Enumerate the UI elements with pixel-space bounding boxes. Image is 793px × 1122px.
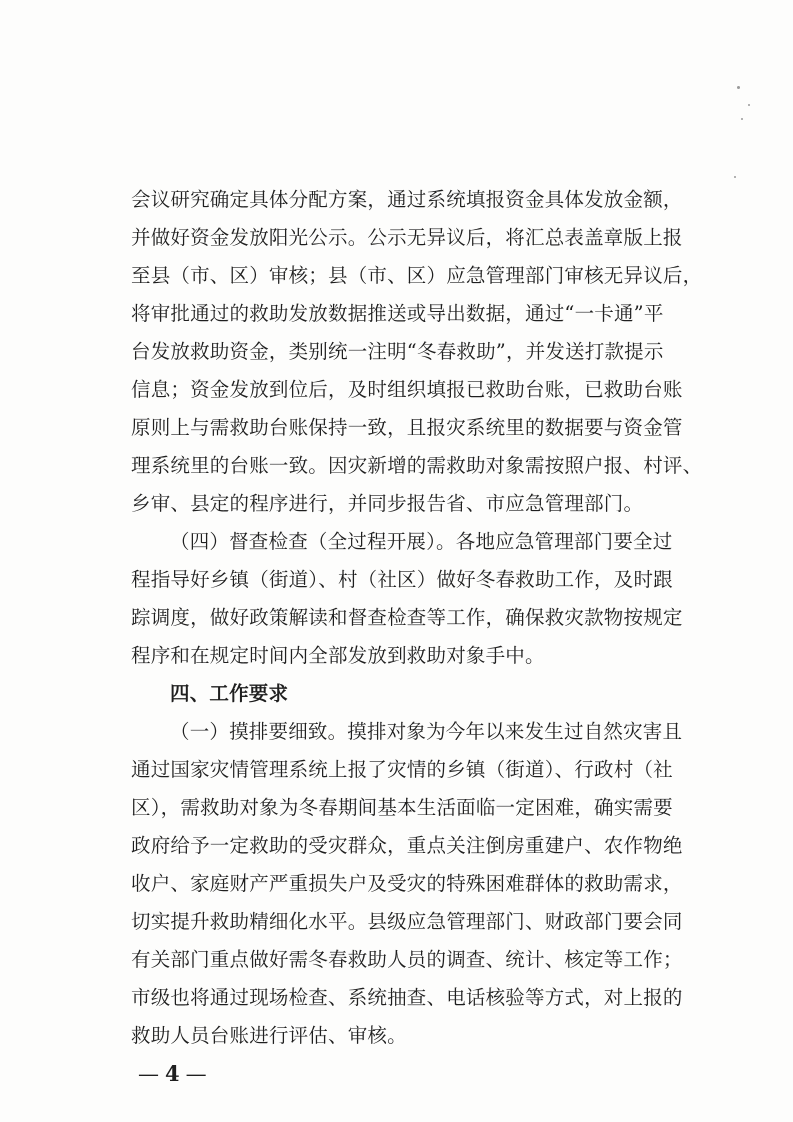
page-dash-left: — [138, 1062, 159, 1086]
paragraph-line: 并做好资金发放阳光公示。公示无异议后，将汇总表盖章版上报 [131, 226, 683, 249]
paragraph-line: 将审批通过的救助发放数据推送或导出数据，通过“一卡通”平 [131, 302, 664, 325]
paragraph-line: 会议研究确定具体分配方案，通过系统填报资金具体发放金额， [131, 188, 683, 211]
paragraph-line: 收户、家庭财产严重损失户及受灾的特殊困难群体的救助需求， [131, 872, 683, 895]
scan-speck [737, 86, 740, 89]
section-heading: 四、工作要求 [170, 682, 289, 705]
paragraph-line: （一）摸排要细致。摸排对象为今年以来发生过自然灾害且 [170, 720, 683, 743]
paragraph-line: 程序和在规定时间内全部发放到救助对象手中。 [131, 644, 545, 667]
paragraph-line: 通过国家灾情管理系统上报了灾情的乡镇（街道）、行政村（社 [131, 758, 673, 781]
paragraph-line: 市级也将通过现场检查、系统抽查、电话核验等方式，对上报的 [131, 986, 683, 1009]
paragraph-line: 理系统里的台账一致。因灾新增的需救助对象需按照户报、村评、 [131, 454, 703, 477]
page-number-value: 4 [165, 1061, 180, 1086]
scan-speck [741, 118, 743, 120]
paragraph-line: 踪调度，做好政策解读和督查检查等工作，确保救灾款物按规定 [131, 606, 683, 629]
paragraph-line: 区），需救助对象为冬春期间基本生活面临一定困难，确实需要 [131, 796, 673, 819]
paragraph-line: 乡审、县定的程序进行，并同步报告省、市应急管理部门。 [131, 492, 644, 515]
paragraph-line: （四）督查检查（全过程开展）。各地应急管理部门要全过 [170, 530, 673, 553]
scan-speck [748, 104, 750, 106]
paragraph-line: 政府给予一定救助的受灾群众，重点关注倒房重建户、农作物绝 [131, 834, 683, 857]
paragraph-line: 切实提升救助精细化水平。县级应急管理部门、财政部门要会同 [131, 910, 683, 933]
scan-speck [734, 176, 736, 178]
paragraph-line: 原则上与需救助台账保持一致，且报灾系统里的数据要与资金管 [131, 416, 683, 439]
paragraph-line: 有关部门重点做好需冬春救助人员的调查、统计、核定等工作； [131, 948, 683, 971]
paragraph-line: 至县（市、区）审核；县（市、区）应急管理部门审核无异议后， [131, 264, 703, 287]
page-dash-right: — [185, 1062, 207, 1086]
paragraph-line: 程指导好乡镇（街道）、村（社区）做好冬春救助工作，及时跟 [131, 568, 673, 591]
paragraph-line: 信息；资金发放到位后，及时组织填报已救助台账，已救助台账 [131, 378, 683, 401]
paragraph-line: 救助人员台账进行评估、审核。 [131, 1024, 407, 1047]
paragraph-line: 台发放救助资金，类别统一注明“冬春救助”，并发送打款提示 [131, 340, 664, 363]
page-number [138, 1060, 207, 1088]
